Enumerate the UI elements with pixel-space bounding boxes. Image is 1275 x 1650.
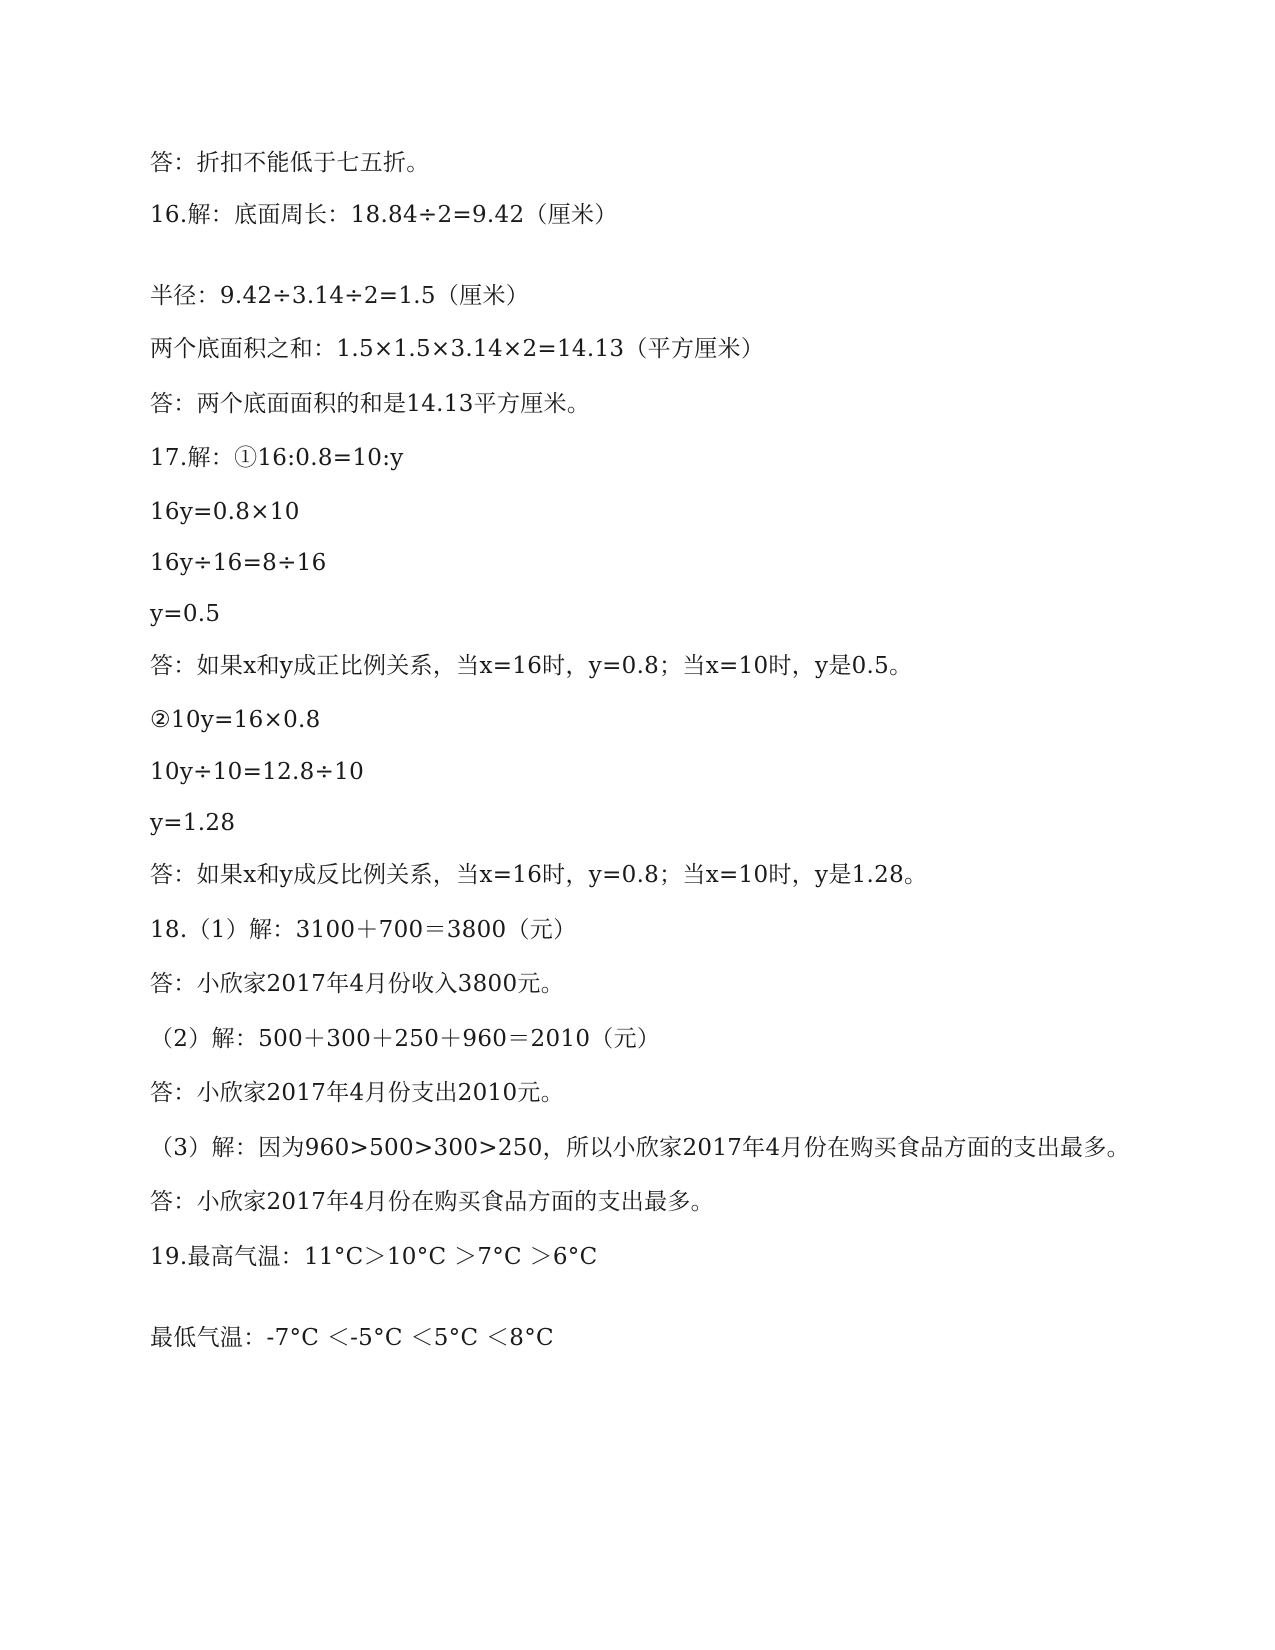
q18-answer-1: 答：小欣家2017年4月份收入3800元。 xyxy=(150,971,564,997)
q19-max-temperature: 19.最高气温：11°C＞10°C ＞7°C ＞6°C xyxy=(150,1244,598,1270)
q17-step-2: 16y÷16=8÷16 xyxy=(150,550,327,576)
q18-answer-3: 答：小欣家2017年4月份在购买食品方面的支出最多。 xyxy=(150,1189,714,1215)
q16-base-perimeter: 16.解：底面周长：18.84÷2=9.42（厘米） xyxy=(150,202,618,228)
q18-part-1: 18.（1）解：3100＋700＝3800（元） xyxy=(150,917,577,943)
q16-base-area-sum: 两个底面积之和：1.5×1.5×3.14×2=14.13（平方厘米） xyxy=(150,336,765,362)
q17-step-1: 16y=0.8×10 xyxy=(150,499,300,525)
q16-answer: 答：两个底面面积的和是14.13平方厘米。 xyxy=(150,391,591,417)
q17-step-3: 10y÷10=12.8÷10 xyxy=(150,759,365,785)
answer-discount: 答：折扣不能低于七五折。 xyxy=(150,150,430,176)
q16-radius: 半径：9.42÷3.14÷2=1.5（厘米） xyxy=(150,283,530,309)
q17-result-1: y=0.5 xyxy=(150,601,221,627)
q17-part-2: ②10y=16×0.8 xyxy=(150,707,321,733)
q17-answer-2: 答：如果x和y成反比例关系，当x=16时，y=0.8；当x=10时，y是1.28。 xyxy=(150,862,928,888)
q18-part-2: （2）解：500＋300＋250＋960＝2010（元） xyxy=(150,1026,661,1052)
q19-min-temperature: 最低气温：-7°C ＜-5°C ＜5°C ＜8°C xyxy=(150,1325,554,1351)
q18-part-3: （3）解：因为960>500>300>250，所以小欣家2017年4月份在购买食品方面的支出最多。 xyxy=(150,1135,1130,1161)
q18-answer-2: 答：小欣家2017年4月份支出2010元。 xyxy=(150,1080,564,1106)
q17-proportion: 17.解：①16:0.8=10:y xyxy=(150,445,404,471)
q17-result-2: y=1.28 xyxy=(150,810,236,836)
q17-answer-1: 答：如果x和y成正比例关系，当x=16时，y=0.8；当x=10时，y是0.5。 xyxy=(150,653,913,679)
